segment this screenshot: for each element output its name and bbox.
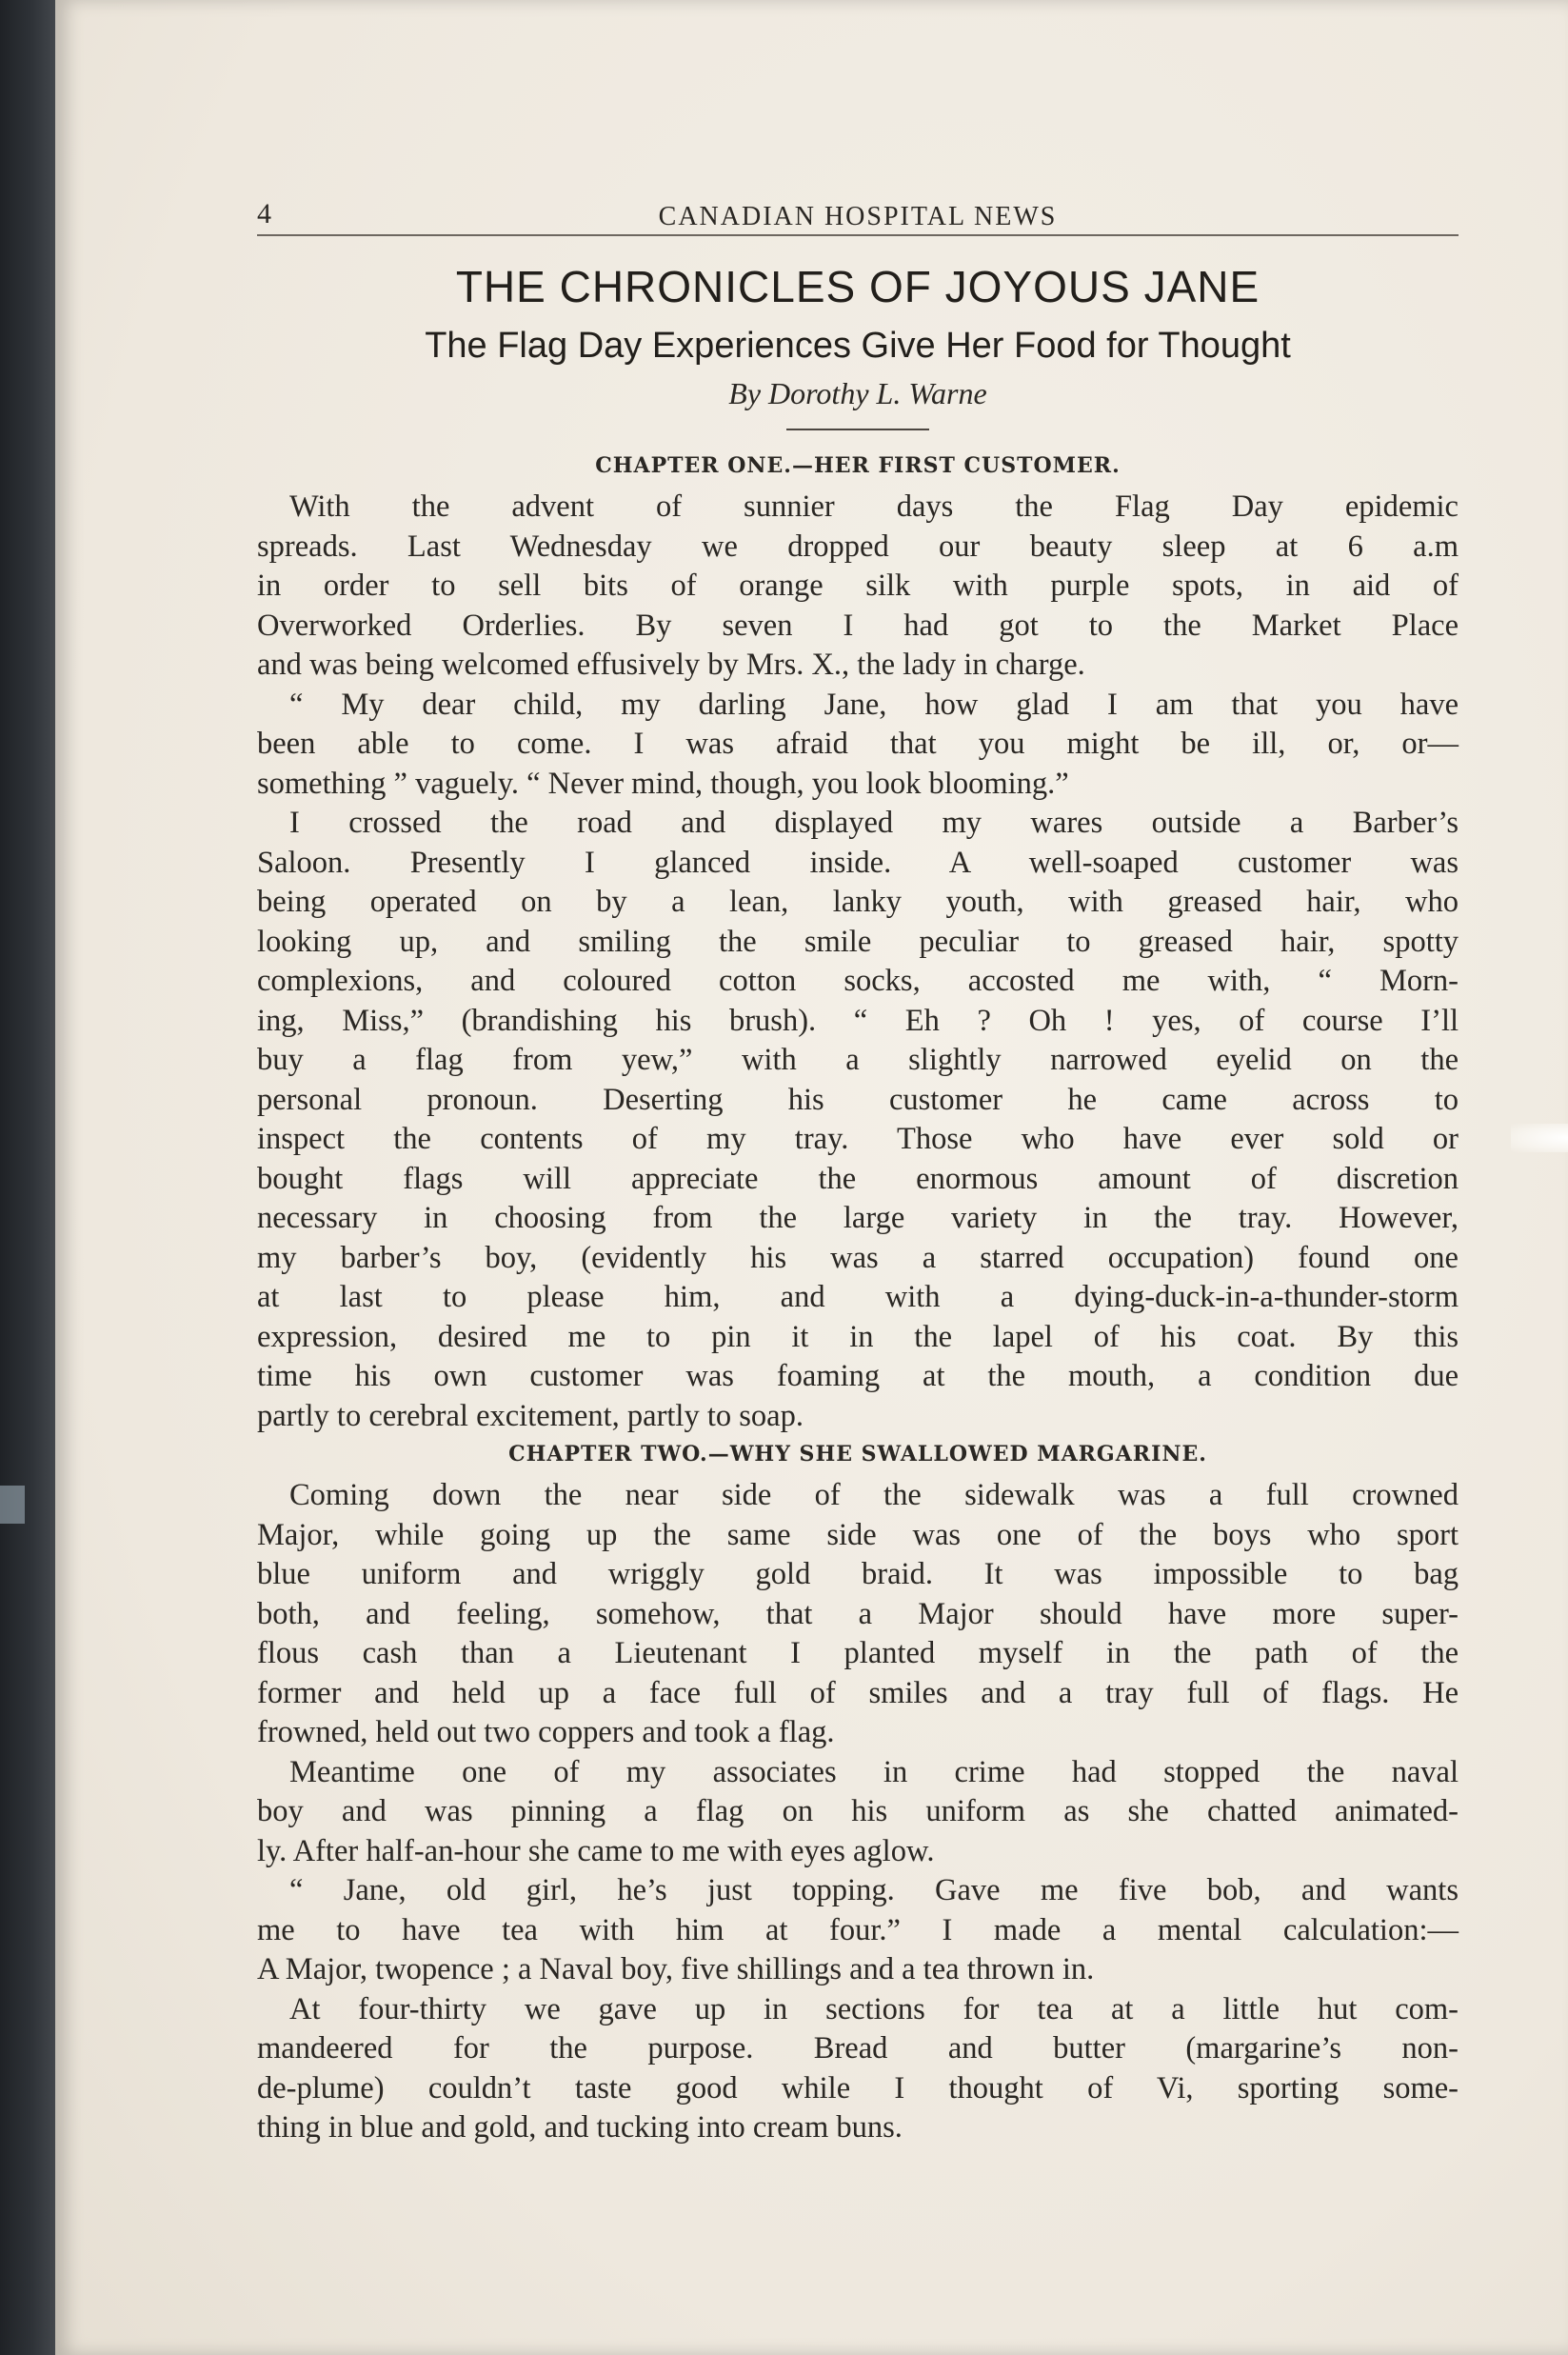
text-line: boy and was pinning a flag on his uniform as she chatted animated- bbox=[257, 1794, 1459, 1828]
text-line: something ” vaguely. “ Never mind, though, you look blooming.” bbox=[257, 766, 1069, 801]
text-line: both, and feeling, somehow, that a Major should have more super- bbox=[257, 1596, 1459, 1631]
text-line: frowned, held out two coppers and took a flag. bbox=[257, 1715, 835, 1749]
title-divider bbox=[786, 429, 929, 430]
page-number: 4 bbox=[257, 198, 273, 230]
text-line: “ My dear child, my darling Jane, how glad I am that you have bbox=[289, 687, 1459, 722]
text-line: Major, while going up the same side was one of the boys who sport bbox=[257, 1517, 1459, 1552]
text-line: inspect the contents of my tray. Those who have ever sold or bbox=[257, 1122, 1459, 1156]
text-line: de-plume) couldn’t taste good while I thought of Vi, sporting some- bbox=[257, 2070, 1459, 2106]
text-line: ing, Miss,” (brandishing his brush). “ Eh ? Oh ! yes, of course I’ll bbox=[257, 1003, 1459, 1038]
text-line: complexions, and coloured cotton socks, accosted me with, “ Morn- bbox=[257, 964, 1459, 998]
text-line: mandeered for the purpose. Bread and butter (margarine’s non- bbox=[257, 2031, 1459, 2066]
chapter-heading: CHAPTER ONE.—HER FIRST CUSTOMER. bbox=[595, 453, 1121, 478]
text-line: blue uniform and wriggly gold braid. It was impossible to bag bbox=[257, 1557, 1459, 1591]
text-line: “ Jane, old girl, he’s just topping. Gave me five bob, and wants bbox=[289, 1873, 1459, 1907]
text-line: Saloon. Presently I glanced inside. A well-soaped customer was bbox=[257, 845, 1459, 880]
body-paragraph bbox=[257, 1753, 1459, 1872]
text-line: Meantime one of my associates in crime had stopped the naval bbox=[289, 1754, 1459, 1789]
magazine-page bbox=[55, 0, 1568, 2355]
journal-title: CANADIAN HOSPITAL NEWS bbox=[658, 202, 1058, 231]
text-line: looking up, and smiling the smile peculiar to greased hair, spotty bbox=[257, 924, 1459, 959]
text-line: necessary in choosing from the large variety in the tray. However, bbox=[257, 1201, 1459, 1235]
book-spine-edge bbox=[0, 0, 59, 2355]
body-paragraph bbox=[257, 686, 1459, 805]
text-line: A Major, twopence ; a Naval boy, five shillings and a tea thrown in. bbox=[257, 1952, 1095, 1986]
text-line: I crossed the road and displayed my wares outside a Barber’s bbox=[289, 806, 1459, 840]
text-line: partly to cerebral excitement, partly to soap. bbox=[257, 1398, 804, 1433]
text-line: time his own customer was foaming at the mouth, a condition due bbox=[257, 1359, 1459, 1393]
text-line: ly. After half-an-hour she came to me with eyes aglow. bbox=[257, 1833, 935, 1868]
body-paragraph bbox=[257, 1990, 1459, 2148]
body-paragraph bbox=[257, 1871, 1459, 1990]
page-content bbox=[257, 190, 1459, 2148]
body-paragraph bbox=[257, 488, 1459, 686]
text-line: thing in blue and gold, and tucking into cream buns. bbox=[257, 2110, 903, 2145]
text-line: at last to please him, and with a dying-duck-in-a-thunder-storm bbox=[257, 1280, 1459, 1314]
text-line: bought flags will appreciate the enormous amount of discretion bbox=[257, 1161, 1459, 1196]
text-line: my barber’s boy, (evidently his was a starred occupation) found one bbox=[257, 1240, 1459, 1275]
text-line: in order to sell bits of orange silk with purple spots, in aid of bbox=[257, 569, 1459, 603]
text-line: and was being welcomed effusively by Mrs. X., the lady in charge. bbox=[257, 648, 1085, 682]
article-subtitle: The Flag Day Experiences Give Her Food for Thought bbox=[425, 326, 1291, 366]
article-title: THE CHRONICLES OF JOYOUS JANE bbox=[455, 262, 1260, 311]
body-paragraph bbox=[257, 804, 1459, 1436]
article-body bbox=[257, 453, 1459, 2148]
text-line: flous cash than a Lieutenant I planted myself in the path of the bbox=[257, 1636, 1459, 1670]
text-line: me to have tea with him at four.” I made a mental calculation:— bbox=[257, 1912, 1459, 1947]
text-line: personal pronoun. Deserting his customer he came across to bbox=[257, 1082, 1459, 1117]
article-byline: By Dorothy L. Warne bbox=[728, 376, 987, 410]
text-line: buy a flag from yew,” with a slightly narrowed eyelid on the bbox=[257, 1043, 1459, 1077]
paper-tear bbox=[1511, 1124, 1568, 1152]
text-line: former and held up a face full of smiles and a tray full of flags. He bbox=[257, 1675, 1459, 1710]
text-line: spreads. Last Wednesday we dropped our beauty sleep at 6 a.m bbox=[257, 529, 1459, 564]
body-paragraph bbox=[257, 1476, 1459, 1753]
spine-mark bbox=[0, 1486, 25, 1524]
text-line: being operated on by a lean, lanky youth, with greased hair, who bbox=[257, 885, 1459, 919]
text-line: With the advent of sunnier days the Flag Day epidemic bbox=[289, 489, 1459, 524]
text-line: been able to come. I was afraid that you might be ill, or, or— bbox=[257, 727, 1459, 761]
text-line: Overworked Orderlies. By seven I had got to the Market Place bbox=[257, 608, 1459, 643]
text-line: expression, desired me to pin it in the lapel of his coat. By this bbox=[257, 1319, 1459, 1354]
chapter-heading: CHAPTER TWO.—WHY SHE SWALLOWED MARGARINE. bbox=[508, 1442, 1207, 1467]
text-line: Coming down the near side of the sidewalk was a full crowned bbox=[289, 1478, 1459, 1512]
running-head bbox=[257, 190, 1459, 236]
text-line: At four-thirty we gave up in sections for tea at a little hut com- bbox=[289, 1991, 1459, 2026]
